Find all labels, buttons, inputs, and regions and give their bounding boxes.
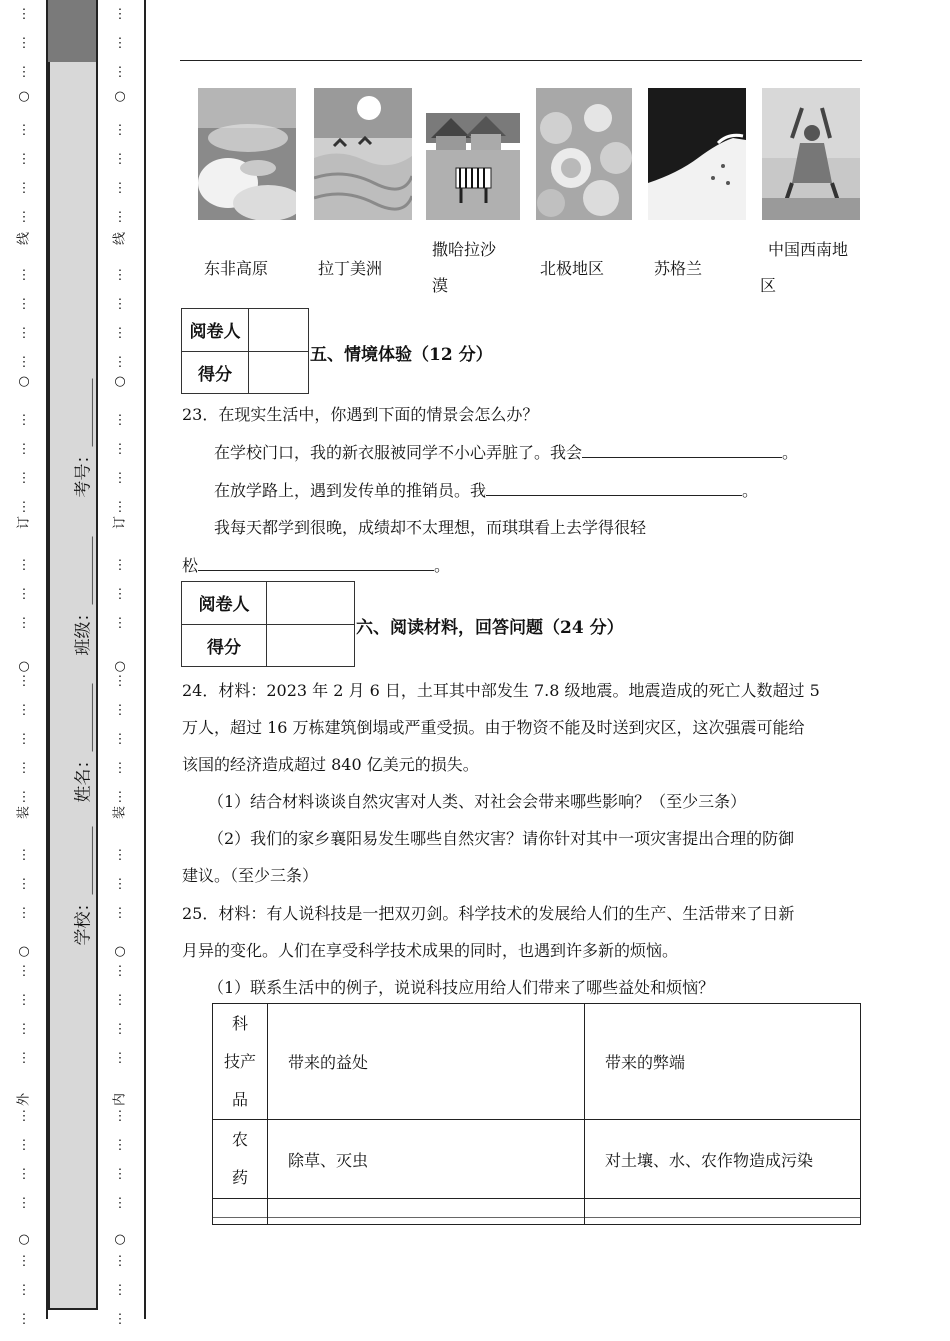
- margin-dots: ⋮: [113, 1283, 127, 1298]
- margin-dots: ⋮: [17, 558, 31, 573]
- caption-3-line2: 漠: [432, 276, 449, 295]
- q25-line-1: 25．材料：有人说科技是一把双刃剑。科学技术的发展给人们的生产、生活带来了日新: [182, 904, 795, 923]
- margin-dots: ⋮: [17, 152, 31, 167]
- margin-dots: ⋮: [113, 442, 127, 457]
- margin-dots: ⋮: [113, 1051, 127, 1066]
- margin-dots: ⋮: [113, 181, 127, 196]
- margin-dots: ⋮: [113, 152, 127, 167]
- margin-dots: ⋮: [113, 877, 127, 892]
- margin-circle: ○: [114, 659, 126, 674]
- margin-dots: ⋮: [17, 326, 31, 341]
- class-label: 班级：: [73, 604, 94, 656]
- reviewer-label-6: 阅卷人: [182, 582, 267, 625]
- reviewer-label: 阅卷人: [182, 309, 249, 352]
- margin-dots: ⋮: [113, 761, 127, 776]
- row1-benefit: 除草、灭虫: [268, 1120, 585, 1199]
- margin-dots: ⋮: [17, 471, 31, 486]
- margin-dots: ⋮: [113, 964, 127, 979]
- q24-sub-2: （2）我们的家乡襄阳易发生哪些自然灾害？请你针对其中一项灾害提出合理的防御: [208, 829, 795, 848]
- period-3: 。: [434, 556, 451, 575]
- margin-circle: ○: [18, 89, 30, 104]
- caption-6: [760, 232, 849, 304]
- period-1: 。: [782, 443, 799, 462]
- score-cell-6[interactable]: [267, 624, 355, 667]
- question-23: 23．在现实生活中，你遇到下面的情景会怎么办？: [182, 405, 539, 424]
- picture-dancer: [762, 88, 860, 220]
- margin-dots: ⋮: [17, 1138, 31, 1153]
- table-header-row: [213, 1004, 861, 1120]
- q24-sub-1: （1）结合材料谈谈自然灾害对人类、对社会会带来哪些影响？（至少三条）: [208, 792, 747, 811]
- margin-dots: ⋮: [113, 616, 127, 631]
- margin-seal-char: 订: [112, 516, 128, 530]
- margin-circle: ○: [18, 374, 30, 389]
- score-box-5: [181, 308, 309, 394]
- margin-dots: ⋮: [17, 877, 31, 892]
- picture-desert: [314, 88, 412, 220]
- margin-dots: ⋮: [113, 790, 127, 805]
- empty-cell-benefit[interactable]: [268, 1199, 585, 1225]
- margin-dots: ⋮: [17, 442, 31, 457]
- margin-dots: ⋮: [113, 1138, 127, 1153]
- margin-dots: ⋮: [17, 587, 31, 602]
- table-empty-row: [213, 1199, 861, 1225]
- caption-4: 北极地区: [540, 259, 605, 278]
- q24-line-3: 该国的经济造成超过 840 亿美元的损失。: [182, 755, 479, 774]
- margin-dots: ⋮: [17, 1196, 31, 1211]
- scenario-1: [214, 440, 798, 463]
- margin-seal-char: 线: [112, 232, 128, 246]
- margin-dots: ⋮: [113, 500, 127, 515]
- caption-3-line1: 撒哈拉沙: [432, 240, 497, 259]
- margin-dots: ⋮: [17, 1051, 31, 1066]
- scenario-3: 我每天都学到很晚，成绩却不太理想，而琪琪看上去学得很轻: [214, 518, 647, 537]
- row1-product: [213, 1120, 268, 1199]
- margin-dots: ⋮: [17, 761, 31, 776]
- answer-blank-2[interactable]: [486, 481, 742, 496]
- name-field[interactable]: [69, 683, 94, 803]
- margin-dots: ⋮: [17, 210, 31, 225]
- margin-dots: ⋮: [17, 674, 31, 689]
- margin-dots: ⋮: [113, 1167, 127, 1182]
- margin-dots: ⋮: [113, 297, 127, 312]
- margin-circle: ○: [18, 944, 30, 959]
- margin-dots: ⋮: [113, 326, 127, 341]
- scenario-2-text: 在放学路上，遇到发传单的推销员。我: [214, 481, 487, 500]
- margin-circle: ○: [114, 944, 126, 959]
- margin-dots: ⋮: [17, 616, 31, 631]
- margin-dots: ⋮: [17, 123, 31, 138]
- q24-line-1: 24．材料：2023 年 2 月 6 日，土耳其中部发生 7.8 级地震。地震造成的死亡人数超过 5: [182, 681, 820, 700]
- picture-ice: [198, 88, 296, 220]
- caption-6-line2: 区: [760, 276, 777, 295]
- margin-dots: ⋮: [113, 1254, 127, 1269]
- margin-dots: ⋮: [113, 732, 127, 747]
- margin-dots: ⋮: [17, 268, 31, 283]
- margin-dots: ⋮: [17, 1312, 31, 1327]
- margin-dots: ⋮: [113, 7, 127, 22]
- class-field[interactable]: [69, 536, 94, 656]
- header-harm: 带来的弊端: [585, 1004, 861, 1120]
- margin-seal-char: 内: [112, 1093, 128, 1107]
- margin-dots: ⋮: [17, 413, 31, 428]
- header-product-l1: 科: [231, 1013, 248, 1033]
- margin-dots: ⋮: [113, 993, 127, 1008]
- margin-dots: ⋮: [17, 1022, 31, 1037]
- caption-3: [432, 232, 496, 304]
- period-2: 。: [742, 481, 759, 500]
- header-product-l3: 品: [231, 1089, 248, 1109]
- margin-dots: ⋮: [113, 1022, 127, 1037]
- name-label: 姓名：: [73, 751, 94, 803]
- header-rule: [180, 60, 862, 61]
- header-benefit: 带来的益处: [268, 1004, 585, 1120]
- margin-dots: ⋮: [113, 1109, 127, 1124]
- margin-dots: ⋮: [113, 355, 127, 370]
- margin-seal-char: 线: [16, 232, 32, 246]
- margin-dots: ⋮: [17, 703, 31, 718]
- school-field[interactable]: [69, 826, 94, 946]
- margin-dots: ⋮: [17, 1109, 31, 1124]
- caption-2: 拉丁美洲: [318, 259, 383, 278]
- margin-dots: ⋮: [17, 732, 31, 747]
- row1-product-l1: 农: [231, 1130, 248, 1149]
- margin-dots: ⋮: [17, 297, 31, 312]
- q24-sub-2-cont: 建议。（至少三条）: [182, 866, 319, 885]
- score-cell[interactable]: [249, 351, 309, 394]
- margin-seal-char: 装: [16, 806, 32, 820]
- margin-dots: ⋮: [113, 65, 127, 80]
- margin-circle: ○: [114, 89, 126, 104]
- scenario-2: [214, 478, 758, 501]
- outer-seal-column: [14, 0, 34, 1327]
- section-6-title: 六、阅读材料，回答问题（24 分）: [356, 618, 624, 638]
- caption-1: 东非高原: [204, 259, 269, 278]
- q25-sub-1: （1）联系生活中的例子，说说科技应用给人们带来了哪些益处和烦恼？: [208, 978, 715, 997]
- school-line: ________: [73, 826, 94, 895]
- margin-line-right: [144, 0, 146, 1319]
- q25-line-2: 月异的变化。人们在享受科学技术成果的同时，也遇到许多新的烦恼。: [182, 941, 679, 960]
- margin-circle: ○: [114, 1232, 126, 1247]
- margin-dots: ⋮: [113, 848, 127, 863]
- margin-dots: ⋮: [17, 36, 31, 51]
- margin-dots: ⋮: [17, 500, 31, 515]
- margin-dots: ⋮: [17, 181, 31, 196]
- margin-dots: ⋮: [17, 7, 31, 22]
- exam-no-line: ________: [73, 378, 94, 447]
- name-line: ________: [73, 683, 94, 752]
- picture-snow: [648, 88, 746, 220]
- margin-dots: ⋮: [113, 587, 127, 602]
- margin-dots: ⋮: [113, 413, 127, 428]
- margin-circle: ○: [18, 1232, 30, 1247]
- reviewer-cell-6[interactable]: [267, 582, 355, 625]
- margin-circle: ○: [114, 374, 126, 389]
- inner-seal-column: [110, 0, 130, 1327]
- score-label: 得分: [182, 351, 249, 394]
- margin-dots: ⋮: [17, 964, 31, 979]
- margin-dots: ⋮: [113, 906, 127, 921]
- caption-5: 苏格兰: [654, 259, 703, 278]
- margin-dots: ⋮: [17, 355, 31, 370]
- margin-seal-char: 订: [16, 516, 32, 530]
- margin-dots: ⋮: [113, 123, 127, 138]
- scenario-1-text: 在学校门口，我的新衣服被同学不小心弄脏了。我会: [214, 443, 583, 462]
- exam-no-label: 考号：: [73, 446, 94, 498]
- caption-6-line1: 中国西南地: [768, 240, 849, 259]
- margin-dark-block: [48, 0, 96, 62]
- reviewer-cell[interactable]: [249, 309, 309, 352]
- tech-table: [212, 1003, 861, 1225]
- margin-dots: ⋮: [17, 65, 31, 80]
- margin-dots: ⋮: [113, 1196, 127, 1211]
- class-line: ________: [73, 536, 94, 605]
- q24-line-2: 万人，超过 16 万栋建筑倒塌或严重受损。由于物资不能及时送到灾区，这次强震可能给: [182, 718, 805, 737]
- empty-cell-harm[interactable]: [585, 1199, 861, 1225]
- margin-dots: ⋮: [113, 471, 127, 486]
- answer-blank-1[interactable]: [582, 443, 782, 458]
- margin-dots: ⋮: [17, 1283, 31, 1298]
- picture-savanna: [426, 88, 520, 220]
- margin-dots: ⋮: [113, 210, 127, 225]
- margin-dots: ⋮: [113, 268, 127, 283]
- margin-dots: ⋮: [113, 36, 127, 51]
- margin-dots: ⋮: [113, 1312, 127, 1327]
- margin-dots: ⋮: [17, 906, 31, 921]
- margin-seal-char: 装: [112, 806, 128, 820]
- margin-circle: ○: [18, 659, 30, 674]
- score-box-6: [181, 581, 355, 667]
- section-5-title: 五、情境体验（12 分）: [310, 345, 493, 365]
- margin-dots: ⋮: [113, 674, 127, 689]
- margin-dots: ⋮: [17, 993, 31, 1008]
- header-product-l2: 技产: [223, 1051, 256, 1071]
- empty-cell-product[interactable]: [213, 1199, 268, 1225]
- school-label: 学校：: [73, 894, 94, 946]
- scenario-3-cont: [182, 553, 450, 576]
- table-row: [213, 1120, 861, 1199]
- scenario-3-text-end: 松: [182, 556, 199, 575]
- margin-dots: ⋮: [17, 1254, 31, 1269]
- header-product: [213, 1004, 268, 1120]
- margin-dots: ⋮: [17, 1167, 31, 1182]
- margin-seal-char: 外: [16, 1093, 32, 1107]
- row1-product-l2: 药: [231, 1168, 248, 1187]
- score-label-6: 得分: [182, 624, 267, 667]
- picture-carnival: [536, 88, 632, 220]
- margin-dots: ⋮: [17, 790, 31, 805]
- margin-dots: ⋮: [113, 703, 127, 718]
- margin-dots: ⋮: [113, 558, 127, 573]
- exam-no-field[interactable]: [69, 378, 94, 498]
- row1-harm: 对土壤、水、农作物造成污染: [585, 1120, 861, 1199]
- answer-blank-3[interactable]: [198, 556, 434, 571]
- margin-dots: ⋮: [17, 848, 31, 863]
